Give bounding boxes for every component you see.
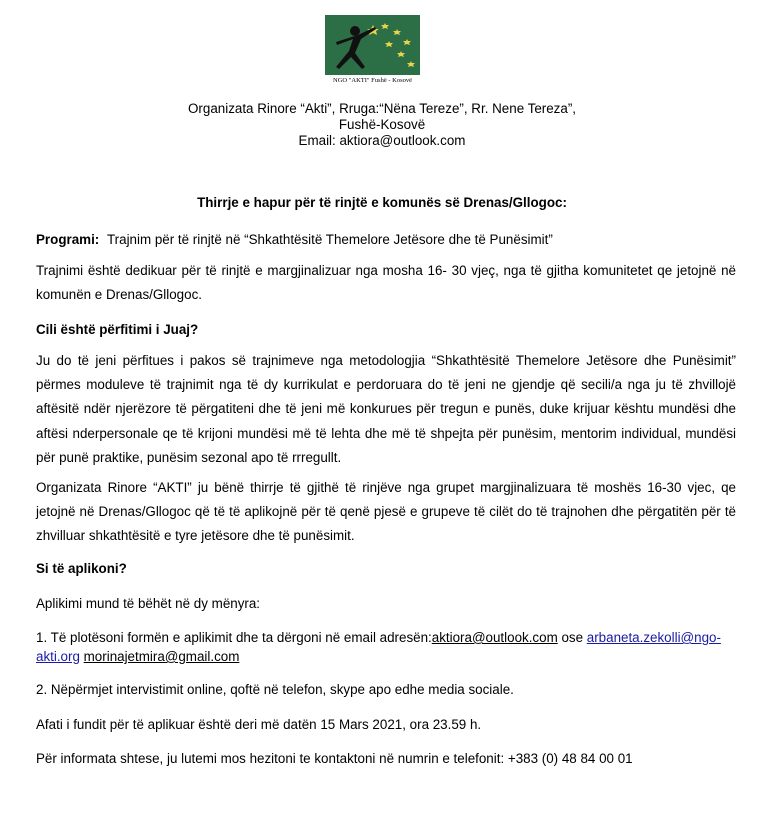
apply-option-1-cont [36,649,239,665]
apply-option-1 [36,630,721,646]
header-email: Email: aktiora@outlook.com [298,133,466,148]
deadline-text: Afati i fundit për të aplikuar është deri më datën 15 Mars 2021, ora 23.59 h. [36,717,482,732]
program-text: Trajnim për të rinjtë në “Shkathtësitë Themelore Jetësore dhe të Punësimit” [106,232,553,247]
header-address: Organizata Rinore “Akti”, Rruga:“Nëna Tereze”, Rr. Nene Tereza”, [188,101,576,116]
email-link-arbaneta[interactable]: arbaneta.zekolli@ngo- [586,630,721,645]
call-paragraph: Organizata Rinore “AKTI” ju bënë thirrje të gjithë të rinjëve nga grupet margjinalizuara të moshës 16-30 vjec, qe jetojnë në Drenas/Gllogoc që të të aplikojnë për të qenë pjesë e grupeve të cilët do të trajnohen dhe përgatitën për të zhvilluar shkathtësitë e tyre jetësore dhe të punësimit. [36,480,736,544]
program-label: Programi: [36,232,100,247]
apply-heading: Si të aplikoni? [36,561,127,576]
intro-paragraph: Trajnimi është dedikuar për të rinjtë e margjinalizuar nga mosha 16- 30 vjeç, nga të gjitha komunitetet qe jetojnë në komunën e Drenas/Gllogoc. [36,263,736,303]
or-text: ose [557,630,587,645]
apply-option-2: 2. Nëpërmjet intervistimit online, qoftë në telefon, skype apo edhe media sociale. [36,682,514,697]
program-line [36,232,553,248]
logo-caption: NGO "AKTI" Fushë - Kosovë [325,75,420,87]
email-link-morina[interactable]: morinajetmira@gmail.com [83,649,240,664]
email-link-arbaneta-cont[interactable]: akti.org [36,649,80,664]
benefit-heading: Cili është përfitimi i Juaj? [36,322,199,337]
akti-figure-icon [325,15,420,75]
benefit-paragraph: Ju do të jeni përfitues i pakos së trajnimeve nga metodologjia “Shkathtësitë Themelore Jetësore dhe Punësimit” përmes moduleve të trajnimit nga të dy kurrikulat e perdoruara do të jeni ne gjendje që secili/a nga ju të zhvillojë aftësitë ndër njerëzore të përgatiteni dhe të jeni më konkurues për tregun e punës, duke krijuar kështu mundësi dhe aftësi nderpersonale qe të krijoni mundësi më të lehta dhe më të shpejta për punësim, mentorim individual, mundësi për punë praktike, punësim sezonal apo të rrregullt. [36,353,736,465]
header-city: Fushë-Kosovë [338,117,426,132]
contact-text: Për informata shtese, ju lutemi mos hezitoni te kontaktoni në numrin e telefonit: +383 (0) 48 84 00 01 [36,751,633,766]
apply-intro: Aplikimi mund të bëhët në dy mënyra: [36,596,261,611]
document-title: Thirrje e hapur për të rinjtë e komunës së Drenas/Gllogoc: [197,195,567,210]
ngo-akti-logo [325,15,420,87]
option1-text: 1. Të plotësoni formën e aplikimit dhe ta dërgoni në email adresën: [36,630,432,645]
email-link-aktiora[interactable]: aktiora@outlook.com [431,630,558,645]
